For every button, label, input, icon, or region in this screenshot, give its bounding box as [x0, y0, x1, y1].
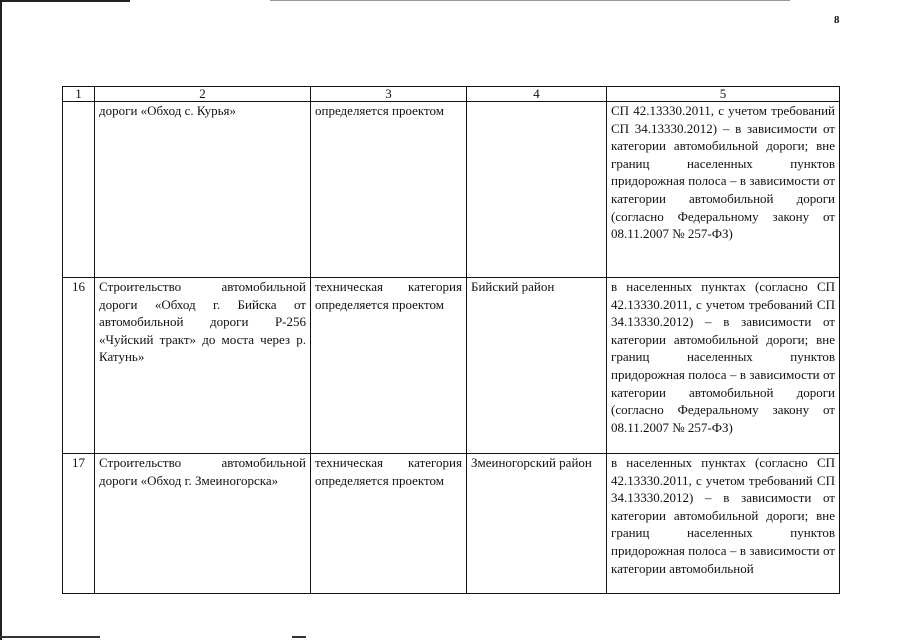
table-row: [63, 278, 840, 454]
row-number: 16: [63, 278, 95, 454]
header-cell-5: 5: [607, 87, 840, 102]
row-category: определяется проектом: [311, 102, 467, 278]
row-number: 17: [63, 454, 95, 594]
row-notes: в населенных пунктах (согласно СП 42.13330.2011, с учетом требований СП 34.13330.2012) – в зависимости от категории автомобильной дороги; вне границ населенных пунктов придорожная полоса – в зависимости от категории автомобильной: [607, 454, 840, 594]
table-header-row: [63, 87, 840, 102]
roads-table: [62, 86, 840, 594]
row-object-name: Строительство автомобильной дороги «Обход г. Бийска от автомобильной дороги Р-256 «Чуйский тракт» до моста через р. Катунь»: [95, 278, 311, 454]
header-cell-3: 3: [311, 87, 467, 102]
table-row: [63, 454, 840, 594]
row-category: техническая категория определяется проектом: [311, 278, 467, 454]
header-cell-2: 2: [95, 87, 311, 102]
scan-bottom-mark-small: [292, 636, 306, 638]
table-row: [63, 102, 840, 278]
row-number: [63, 102, 95, 278]
row-object-name: дороги «Обход с. Курья»: [95, 102, 311, 278]
scan-top-line: [270, 0, 790, 1]
row-category: техническая категория определяется проектом: [311, 454, 467, 594]
row-district: [467, 102, 607, 278]
row-notes: СП 42.13330.2011, с учетом требований СП 34.13330.2012) – в зависимости от категории автомобильной дороги; вне границ населенных пунктов придорожная полоса – в зависимости от категории автомобильной дороги (согласно Федеральному закону от 08.11.2007 № 257-ФЗ): [607, 102, 840, 278]
header-cell-1: 1: [63, 87, 95, 102]
page-number: 8: [834, 14, 840, 26]
row-district: Бийский район: [467, 278, 607, 454]
scan-top-border: [0, 0, 130, 2]
header-cell-4: 4: [467, 87, 607, 102]
row-notes: в населенных пунктах (согласно СП 42.13330.2011, с учетом требований СП 34.13330.2012) – в зависимости от категории автомобильной дороги; вне границ населенных пунктов придорожная полоса – в зависимости от категории автомобильной дороги (согласно Федеральному закону от 08.11.2007 № 257-ФЗ): [607, 278, 840, 454]
scan-left-border: [0, 0, 2, 640]
scan-bottom-mark: [0, 636, 100, 638]
row-district: Змеиногорский район: [467, 454, 607, 594]
row-object-name: Строительство автомобильной дороги «Обход г. Змеиногорска»: [95, 454, 311, 594]
